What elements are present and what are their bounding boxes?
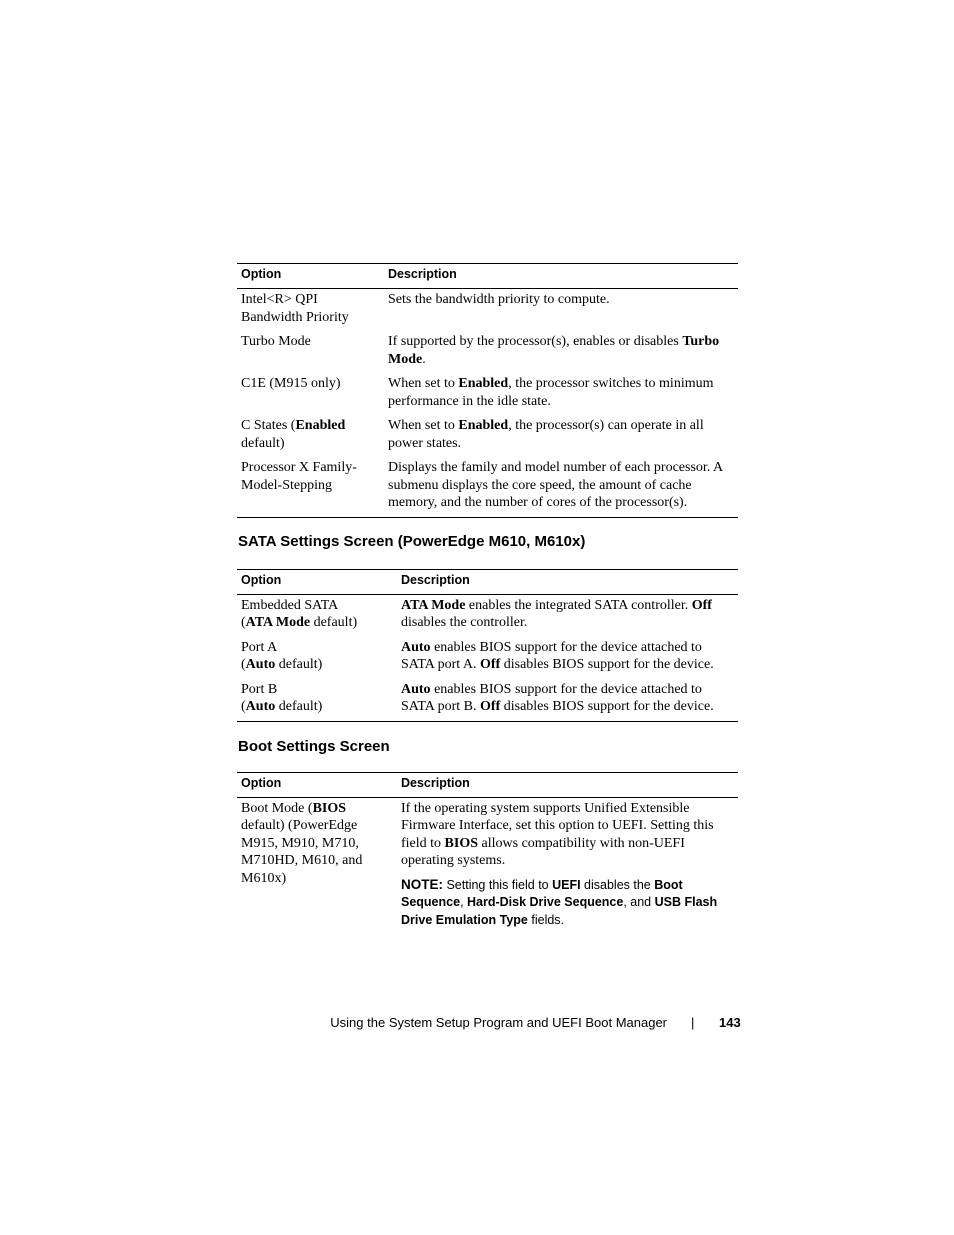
table-row	[237, 639, 738, 681]
option-cell: Port A (Auto default)	[241, 639, 323, 672]
option-cell: C States (Enabled default)	[241, 418, 346, 451]
column-header-description: Description	[397, 772, 738, 797]
note-block: NOTE: Setting this field to UEFI disables the Boot Sequence, Hard-Disk Drive Sequence, and USB Flash Drive Emulation Type fields.	[401, 876, 718, 927]
column-header-description: Description	[397, 569, 738, 594]
option-cell: Processor X Family-Model-Stepping	[237, 459, 384, 517]
footer-title: Using the System Setup Program and UEFI Boot Manager	[330, 1015, 667, 1030]
option-cell: Boot Mode (BIOS default) (PowerEdge M915, M910, M710, M710HD, M610, and M610x)	[241, 800, 363, 886]
document-content	[237, 263, 738, 934]
column-header-option: Option	[237, 264, 384, 289]
description-cell: Sets the bandwidth priority to compute.	[388, 292, 610, 307]
table-row	[237, 681, 738, 722]
option-cell: Embedded SATA (ATA Mode default)	[241, 597, 358, 630]
table-row	[237, 797, 738, 934]
description-cell: When set to Enabled, the processor switches to minimum performance in the idle state.	[388, 376, 714, 409]
description-cell: When set to Enabled, the processor(s) can operate in all power states.	[388, 418, 704, 451]
description-text: If the operating system supports Unified Extensible Firmware Interface, set this option to UEFI. Setting this field to BIOS allows compatibility with non-UEFI operating systems.	[401, 800, 714, 868]
table-row	[237, 333, 738, 375]
boot-settings-heading: Boot Settings Screen	[238, 737, 390, 755]
boot-settings-table	[237, 772, 738, 935]
column-header-description: Description	[384, 264, 738, 289]
option-cell: C1E (M915 only)	[241, 376, 341, 391]
table-row	[237, 289, 738, 334]
table-header-row	[237, 772, 738, 797]
table-row	[237, 417, 738, 459]
footer-separator: |	[691, 1015, 695, 1030]
option-cell: Port B (Auto default)	[237, 681, 397, 722]
table-row	[237, 375, 738, 417]
description-cell: Auto enables BIOS support for the device attached to SATA port A. Off disables BIOS support for the device.	[401, 639, 714, 672]
description-cell: Auto enables BIOS support for the device attached to SATA port B. Off disables BIOS support for the device.	[397, 681, 738, 722]
processor-settings-table	[237, 263, 738, 518]
description-cell	[397, 797, 738, 934]
column-header-option: Option	[237, 772, 397, 797]
description-cell: If supported by the processor(s), enables or disables Turbo Mode.	[388, 334, 720, 367]
table-header-row	[237, 569, 738, 594]
table-row	[237, 594, 738, 639]
sata-settings-heading: SATA Settings Screen (PowerEdge M610, M610x)	[238, 532, 586, 550]
description-cell: ATA Mode enables the integrated SATA controller. Off disables the controller.	[401, 597, 712, 630]
table-row	[237, 459, 738, 517]
description-cell: Displays the family and model number of each processor. A submenu displays the core speed, the amount of cache memory, and the number of cores of the processor(s).	[384, 459, 738, 517]
page-number: 143	[719, 1015, 741, 1030]
note-label: NOTE:	[401, 876, 443, 892]
option-cell: Intel<R> QPI Bandwidth Priority	[241, 292, 349, 325]
column-header-option: Option	[237, 569, 397, 594]
option-cell: Turbo Mode	[241, 334, 311, 349]
sata-settings-table	[237, 569, 738, 722]
table-header-row	[237, 264, 738, 289]
